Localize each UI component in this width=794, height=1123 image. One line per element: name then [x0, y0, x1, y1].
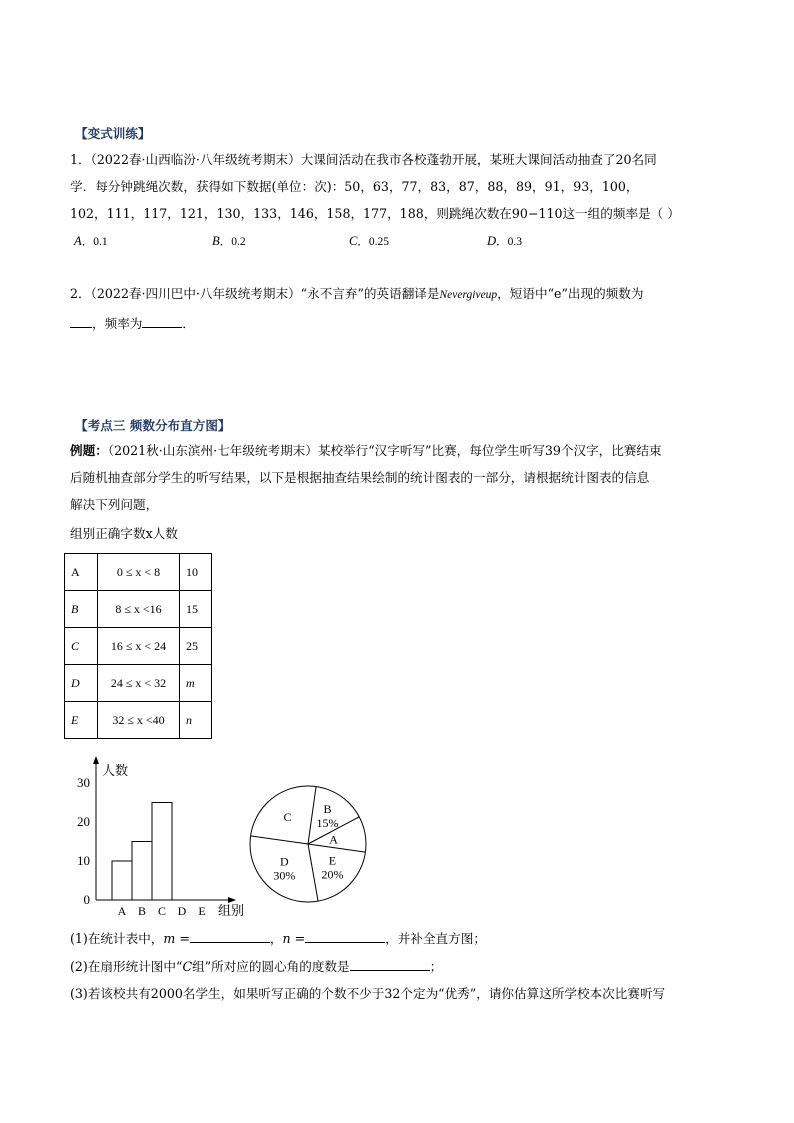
q2-rate-blank[interactable]: [142, 313, 182, 328]
q1-option-d[interactable]: D．0.3: [487, 234, 522, 248]
pie-label-text: A: [329, 832, 338, 847]
pie-divider: [251, 836, 308, 844]
y-axis-arrow: [93, 756, 99, 764]
y-tick-label: 0: [83, 892, 90, 907]
q1-line1: 1．（2022春·山西临汾·八年级统考期末）大课间活动在我市各校蓬勃开展，某班大课间活动抽查了20名同: [70, 152, 657, 167]
table-cell-range: 8 ≤ x <16: [98, 591, 180, 628]
pie-slice-label-E: [321, 854, 343, 882]
table-cell-range: 0 ≤ x < 8: [98, 554, 180, 591]
table-row: [65, 591, 212, 628]
x-category-label: B: [137, 904, 147, 918]
example-line3: 解决下列问题，: [70, 497, 159, 512]
q2-line1: 2．（2022春·四川巴中·八年级统考期末）“永不言弃”的英语翻译是Nevergiveup，短语中“e”出现的频数为: [70, 286, 644, 301]
table-caption: 组别正确字数x人数: [70, 526, 178, 541]
q1-option-a[interactable]: A．0.1: [74, 234, 108, 248]
table-row: [65, 702, 212, 739]
q2-line2: ，频率为 ．: [70, 313, 195, 333]
y-tick-label: 30: [77, 775, 90, 790]
pie-slice-label-B: [317, 802, 339, 830]
table-cell-range: 16 ≤ x < 24: [98, 628, 180, 665]
pie-divider: [308, 844, 318, 901]
pie-slice-label-A: [329, 832, 338, 846]
q1-line3: 102，111，117，121，130，133，146，158，177，188，则跳绳次数在90−110这一组的频率是（ ）: [70, 206, 680, 221]
sub-question-3: (3)若该校共有2000名学生，如果听写正确的个数不少于32个定为“优秀”，请你估算这所学校本次比赛听写: [70, 986, 666, 1001]
x-category-label: A: [117, 904, 127, 918]
sub-question-2: (2)在扇形统计图中“C组”所对应的圆心角的度数是 ；: [70, 956, 442, 976]
table-row: [65, 665, 212, 702]
sub-question-1: (1)在统计表中，m = ，n = ，并补全直方图；: [70, 928, 486, 948]
pie-chart: [244, 780, 372, 908]
table-cell-group: B: [65, 591, 98, 628]
x-category-label: E: [198, 904, 206, 918]
table-cell-count: 15: [180, 591, 212, 628]
pie-slice-label-C: [284, 810, 292, 824]
table-cell-count: 25: [180, 628, 212, 665]
section-heading-variant-training: 【变式训练】: [75, 126, 151, 141]
table-cell-count: m: [180, 665, 212, 702]
q2-phrase: Nevergiveup: [439, 289, 498, 301]
example-line2: 后随机抽查部分学生的听写结果，以下是根据抽查结果绘制的统计图表的一部分，请根据统计图表的信息: [70, 470, 650, 485]
table-row: [65, 554, 212, 591]
pie-slice-label-D: [273, 854, 295, 882]
pie-label-text: C: [283, 809, 292, 824]
bar-C: [152, 803, 172, 901]
pie-label-text: D: [280, 854, 289, 869]
pie-label-text: 30%: [273, 868, 296, 883]
table-cell-count: 10: [180, 554, 212, 591]
table-cell-range: 32 ≤ x <40: [98, 702, 180, 739]
table-cell-group: D: [65, 665, 98, 702]
example-line1: 例题：（2021秋·山东滨州·七年级统考期末）某校举行“汉字听写”比赛，每位学生听写39个汉字，比赛结束: [70, 443, 662, 458]
angle-answer-blank[interactable]: [350, 956, 430, 971]
x-category-label: C: [157, 904, 167, 918]
y-tick-label: 10: [77, 853, 90, 868]
pie-label-text: E: [328, 853, 337, 868]
bar-B: [132, 842, 152, 901]
y-axis-label: 人数: [102, 763, 129, 778]
table-cell-group: A: [65, 554, 98, 591]
bar-chart: [60, 755, 260, 920]
table-cell-group: C: [65, 628, 98, 665]
pie-divider: [308, 787, 316, 844]
x-axis-label: 组别: [218, 903, 245, 918]
q1-option-c[interactable]: C．0.25: [349, 234, 390, 248]
m-answer-blank[interactable]: [190, 928, 270, 943]
n-answer-blank[interactable]: [305, 928, 385, 943]
table-row: [65, 628, 212, 665]
q1-option-b[interactable]: B．0.2: [212, 234, 246, 248]
pie-label-text: 15%: [316, 816, 339, 831]
section-heading-histogram: 【考点三 频数分布直方图】: [75, 418, 231, 433]
table-cell-range: 24 ≤ x < 32: [98, 665, 180, 702]
pie-label-text: 20%: [321, 867, 344, 882]
bar-A: [112, 861, 132, 900]
q2-frequency-blank[interactable]: [70, 313, 92, 328]
y-tick-label: 20: [77, 814, 90, 829]
x-category-label: D: [177, 904, 187, 918]
pie-label-text: B: [323, 802, 332, 817]
table-cell-group: E: [65, 702, 98, 739]
q1-line2: 学．每分钟跳绳次数，获得如下数据(单位：次)：50，63，77，83，87，88，89，91，93，100，: [70, 179, 639, 194]
frequency-table: [64, 553, 212, 739]
table-cell-count: n: [180, 702, 212, 739]
